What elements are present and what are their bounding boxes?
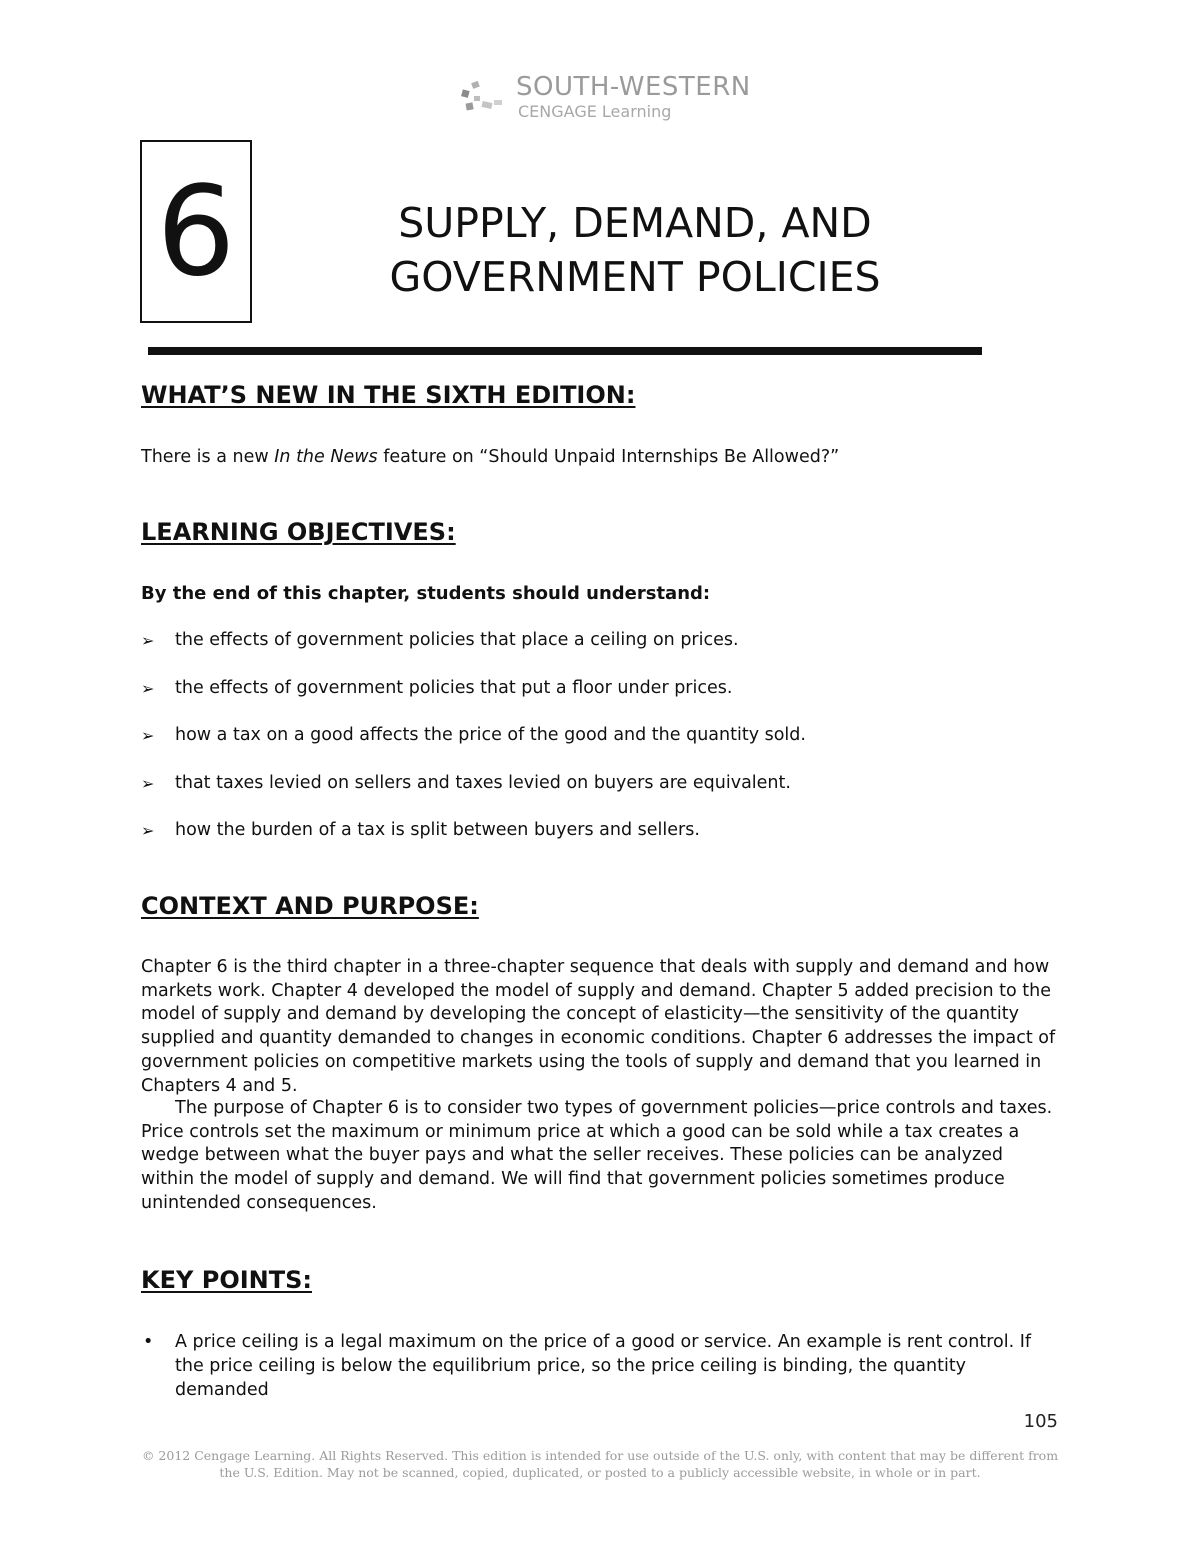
chapter-number-box (140, 140, 252, 323)
title-divider (148, 347, 982, 355)
whats-new-text-before: There is a new (141, 447, 275, 467)
page-number: 105 (1023, 1411, 1058, 1432)
copyright-notice: © 2012 Cengage Learning. All Rights Reserved. This edition is intended for use outside of the U.S. only, with content that may be different from the U.S. Edition. May not be scanned, copied, duplicated, or posted to a publicly accessible website, in whole or in part. (141, 1448, 1059, 1480)
objective-text: how a tax on a good affects the price of the good and the quantity sold. (175, 725, 806, 745)
arrow-bullet-icon: ➢ (141, 726, 155, 745)
list-item (141, 820, 806, 868)
chapter-title-line-2: GOVERNMENT POLICIES (389, 253, 881, 301)
chapter-title (300, 196, 970, 304)
list-item (141, 630, 806, 678)
context-heading: CONTEXT AND PURPOSE: (141, 892, 479, 920)
key-points-list (141, 1330, 1061, 1402)
objective-text: that taxes levied on sellers and taxes levied on buyers are equivalent. (175, 772, 791, 793)
learning-objectives-list (141, 630, 806, 868)
arrow-bullet-icon: ➢ (141, 631, 155, 650)
list-item (141, 678, 806, 726)
arrow-bullet-icon: ➢ (141, 773, 155, 793)
context-paragraph-1: Chapter 6 is the third chapter in a three-chapter sequence that deals with supply and demand and how markets work. Chapter 4 developed the model of supply and demand. Chapter 5 added precision to the model of supply and demand by developing the concept of elasticity—the sensitivity of the quantity supplied and quantity demanded to changes in economic conditions. Chapter 6 addresses the impact of government policies on competitive markets using the tools of supply and demand that you learned in Chapters 4 and 5. (141, 957, 1056, 1096)
objective-text: the effects of government policies that put a floor under prices. (175, 677, 733, 698)
chapter-title-line-1: SUPPLY, DEMAND, AND (398, 199, 872, 247)
arrow-bullet-icon: ➢ (141, 821, 155, 840)
logo-line-1: SOUTH-WESTERN (516, 72, 751, 102)
publisher-logo (458, 72, 758, 122)
list-item (141, 725, 806, 773)
key-point-text: A price ceiling is a legal maximum on the price of a good or service. An example is rent control. If the price ceiling is below the equilibrium price, so the price ceiling is binding, the quantity demanded (175, 1332, 1032, 1400)
whats-new-text-after: feature on “Should Unpaid Internships Be Allowed?” (377, 447, 840, 467)
learning-objectives-intro: By the end of this chapter, students should understand: (141, 583, 711, 604)
list-item (141, 1330, 1061, 1402)
chapter-number: 6 (156, 159, 236, 304)
whats-new-text-italic: In the News (274, 447, 378, 467)
context-paragraph-2: The purpose of Chapter 6 is to consider two types of government policies—price controls and taxes. Price controls set the maximum or minimum price at which a good can be sold while a tax creates a wedge between what the buyer pays and what the seller receives. These policies can be analyzed within the model of supply and demand. We will find that government policies sometimes produce unintended consequences. (141, 1098, 1053, 1213)
whats-new-text (141, 447, 839, 467)
whats-new-heading: WHAT’S NEW IN THE SIXTH EDITION: (141, 381, 636, 409)
bullet-icon: • (143, 1332, 154, 1352)
key-points-heading: KEY POINTS: (141, 1266, 312, 1294)
learning-objectives-heading: LEARNING OBJECTIVES: (141, 518, 456, 546)
logo-line-2: CENGAGE Learning (518, 102, 672, 121)
objective-text: the effects of government policies that place a ceiling on prices. (175, 630, 739, 650)
publisher-logo-mark-icon (458, 76, 508, 116)
arrow-bullet-icon: ➢ (141, 678, 155, 698)
objective-text: how the burden of a tax is split between buyers and sellers. (175, 820, 700, 840)
list-item (141, 773, 806, 821)
